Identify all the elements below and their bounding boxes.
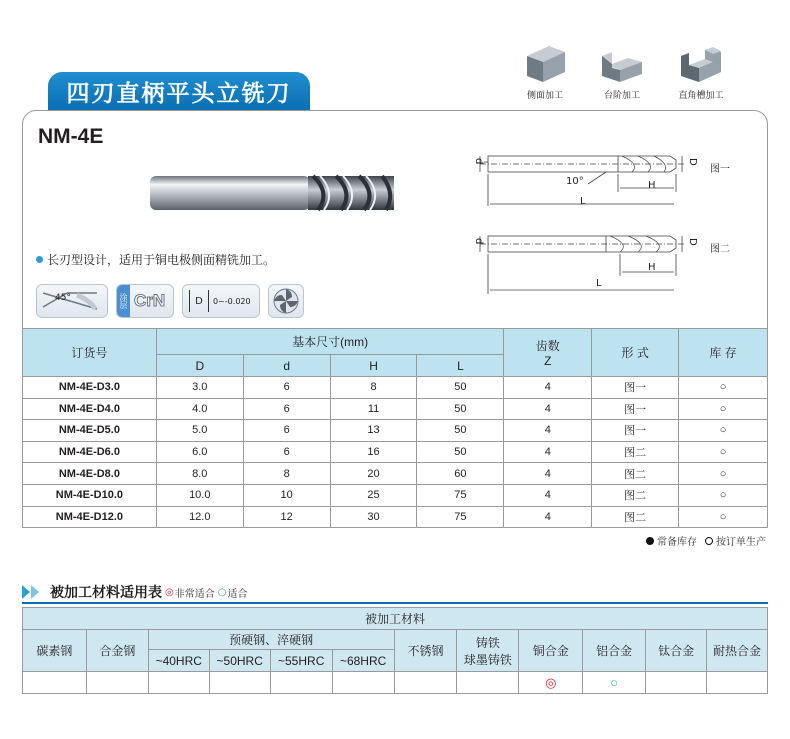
value-hrc55 — [270, 672, 332, 694]
col-teeth — [504, 329, 592, 377]
cell-d: 12.0 — [156, 506, 243, 528]
tolerance-value: 0~-0.020 — [213, 296, 251, 306]
col-titanium: 钛合金 — [646, 630, 707, 672]
tolerance-badge — [182, 284, 260, 318]
col-copper: 铜合金 — [519, 630, 583, 672]
value-heat-resistant — [707, 672, 768, 694]
col-basic-size: 基本尺寸(mm) — [156, 329, 504, 355]
value-stainless — [394, 672, 457, 694]
operation-label: 侧面加工 — [526, 91, 563, 101]
col-stock: 库 存 — [679, 329, 768, 377]
col-code: 订货号 — [23, 329, 157, 377]
col-D: D — [156, 355, 243, 377]
col-hrc68: ~68HRC — [332, 650, 394, 672]
col-hardened-steel: 预硬钢、淬硬钢 — [148, 630, 394, 650]
cell-l: 60 — [417, 463, 504, 485]
cell-h: 20 — [330, 463, 417, 485]
coating-label: 涂层 — [117, 285, 130, 317]
suitable-symbol: ○ — [217, 586, 227, 598]
cell-l: 75 — [417, 506, 504, 528]
operation-label: 直角槽加工 — [678, 91, 724, 101]
open-dot-icon — [705, 537, 713, 545]
bullet-icon — [36, 256, 43, 263]
col-alloy-steel: 合金钢 — [86, 630, 148, 672]
tool-photo-icon — [148, 170, 398, 216]
cell-form: 图二 — [592, 506, 679, 528]
table-row — [23, 484, 768, 506]
col-form: 形 式 — [592, 329, 679, 377]
col-teeth-sub: Z — [544, 354, 552, 368]
cell-d: 10 — [243, 484, 330, 506]
drawing-fig1 — [470, 148, 710, 212]
col-hrc40: ~40HRC — [148, 650, 209, 672]
product-table — [22, 328, 768, 528]
cell-d: 8 — [243, 463, 330, 485]
cell-d: 3.0 — [156, 377, 243, 399]
col-heat-resistant: 耐热合金 — [707, 630, 768, 672]
table-row — [23, 506, 768, 528]
fig2-label: 图二 — [710, 244, 730, 255]
dim-L-label-2: L — [596, 278, 602, 289]
suitable-label: 适合 — [227, 588, 248, 600]
cell-z: 4 — [504, 377, 592, 399]
materials-table — [22, 607, 768, 694]
cell-h: 8 — [330, 377, 417, 399]
ductile-iron-label: 球墨铸铁 — [463, 652, 512, 667]
helix-angle-value: 45° — [55, 293, 71, 303]
col-stainless: 不锈钢 — [394, 630, 457, 672]
cell-l: 75 — [417, 484, 504, 506]
cell-form: 图二 — [592, 484, 679, 506]
cell-code: NM-4E-D10.0 — [23, 484, 157, 506]
col-carbon-steel: 碳素钢 — [23, 630, 87, 672]
dim-H-label-2: H — [648, 262, 656, 273]
cell-l: 50 — [417, 398, 504, 420]
stock-legend — [646, 533, 766, 548]
dim-D-label: D — [687, 158, 698, 166]
feature-description — [36, 251, 275, 268]
value-hrc40 — [148, 672, 209, 694]
cell-h: 30 — [330, 506, 417, 528]
col-L: L — [417, 355, 504, 377]
four-flute-icon — [272, 287, 300, 315]
col-hrc50: ~50HRC — [209, 650, 270, 672]
cell-d: 8.0 — [156, 463, 243, 485]
cell-form: 图二 — [592, 463, 679, 485]
cell-z: 4 — [504, 463, 592, 485]
value-carbon-steel — [23, 672, 87, 694]
cell-h: 13 — [330, 420, 417, 442]
legend-stock: 常备库存 — [657, 537, 697, 548]
cell-stock: ○ — [679, 441, 768, 463]
table-row — [23, 463, 768, 485]
cell-d: 6 — [243, 377, 330, 399]
materials-legend — [165, 585, 247, 600]
value-titanium — [646, 672, 707, 694]
cell-d: 10.0 — [156, 484, 243, 506]
operation-slot — [670, 42, 732, 101]
cell-code: NM-4E-D3.0 — [23, 377, 157, 399]
cast-iron-label: 铸铁 — [475, 635, 500, 650]
cell-form: 图一 — [592, 398, 679, 420]
section-divider — [22, 602, 768, 604]
cell-z: 4 — [504, 398, 592, 420]
cell-code: NM-4E-D4.0 — [23, 398, 157, 420]
cell-l: 50 — [417, 420, 504, 442]
materials-section-title — [22, 582, 247, 602]
cell-h: 16 — [330, 441, 417, 463]
cell-l: 50 — [417, 377, 504, 399]
cell-form: 图二 — [592, 441, 679, 463]
cell-l: 50 — [417, 441, 504, 463]
drawing-fig2 — [470, 226, 710, 296]
feature-text: 长刃型设计，适用于铜电极侧面精铣加工。 — [47, 253, 276, 267]
col-hrc55: ~55HRC — [270, 650, 332, 672]
cell-d: 6 — [243, 420, 330, 442]
cell-d: 6.0 — [156, 441, 243, 463]
coating-badge — [116, 284, 174, 318]
cell-code: NM-4E-D8.0 — [23, 463, 157, 485]
operation-side — [514, 42, 576, 101]
col-H: H — [330, 355, 417, 377]
value-cast-iron — [457, 672, 519, 694]
cell-stock: ○ — [679, 506, 768, 528]
cell-d: 12 — [243, 506, 330, 528]
side-milling-icon — [519, 42, 571, 86]
dim-d-label-2: d — [473, 238, 484, 245]
page-title: 四刃直柄平头立铣刀 — [48, 72, 310, 110]
filled-dot-icon — [646, 537, 654, 545]
cell-d: 6 — [243, 398, 330, 420]
cell-z: 4 — [504, 484, 592, 506]
cell-stock: ○ — [679, 484, 768, 506]
col-d: d — [243, 355, 330, 377]
coating-value: CrN — [134, 291, 166, 310]
materials-title: 被加工材料适用表 — [50, 585, 162, 601]
fig1-label: 图一 — [710, 164, 730, 175]
table-row — [23, 398, 768, 420]
cell-stock: ○ — [679, 398, 768, 420]
slot-milling-icon — [675, 42, 727, 86]
flute-count-badge — [268, 284, 304, 318]
very-suitable-symbol: ◎ — [165, 586, 174, 598]
value-hrc68 — [332, 672, 394, 694]
value-copper: ◎ — [519, 672, 583, 694]
helix-icon — [37, 285, 107, 317]
model-number: NM-4E — [38, 125, 104, 148]
cell-d: 6 — [243, 441, 330, 463]
value-hrc50 — [209, 672, 270, 694]
cell-z: 4 — [504, 420, 592, 442]
table-row — [23, 420, 768, 442]
table-row — [23, 377, 768, 399]
cell-stock: ○ — [679, 420, 768, 442]
cell-code: NM-4E-D12.0 — [23, 506, 157, 528]
table-row — [23, 441, 768, 463]
col-aluminum: 铝合金 — [583, 630, 646, 672]
cell-form: 图一 — [592, 377, 679, 399]
cell-code: NM-4E-D5.0 — [23, 420, 157, 442]
cell-h: 11 — [330, 398, 417, 420]
cell-z: 4 — [504, 441, 592, 463]
angle-label: 10° — [566, 176, 584, 187]
dim-D-label-2: D — [687, 238, 698, 246]
dim-d-label: d — [473, 158, 484, 165]
operation-step — [591, 42, 653, 101]
legend-order: 按订单生产 — [716, 537, 766, 548]
materials-header: 被加工材料 — [23, 608, 768, 630]
very-suitable-label: 非常适合 — [174, 588, 215, 600]
cell-d: 4.0 — [156, 398, 243, 420]
col-teeth-label: 齿数 — [535, 339, 560, 353]
double-chevron-icon — [22, 585, 44, 599]
cell-code: NM-4E-D6.0 — [23, 441, 157, 463]
operation-label: 台阶加工 — [603, 91, 640, 101]
dim-H-label: H — [648, 180, 656, 191]
tolerance-symbol: D — [189, 290, 209, 312]
value-aluminum: ○ — [583, 672, 646, 694]
step-milling-icon — [596, 42, 648, 86]
cell-stock: ○ — [679, 463, 768, 485]
cell-stock: ○ — [679, 377, 768, 399]
dim-L-label: L — [580, 196, 586, 207]
col-cast-iron — [457, 630, 519, 672]
cell-h: 25 — [330, 484, 417, 506]
value-alloy-steel — [86, 672, 148, 694]
cell-d: 5.0 — [156, 420, 243, 442]
cell-z: 4 — [504, 506, 592, 528]
helix-angle-badge — [36, 284, 108, 318]
cell-form: 图一 — [592, 420, 679, 442]
spec-icons — [36, 284, 304, 318]
